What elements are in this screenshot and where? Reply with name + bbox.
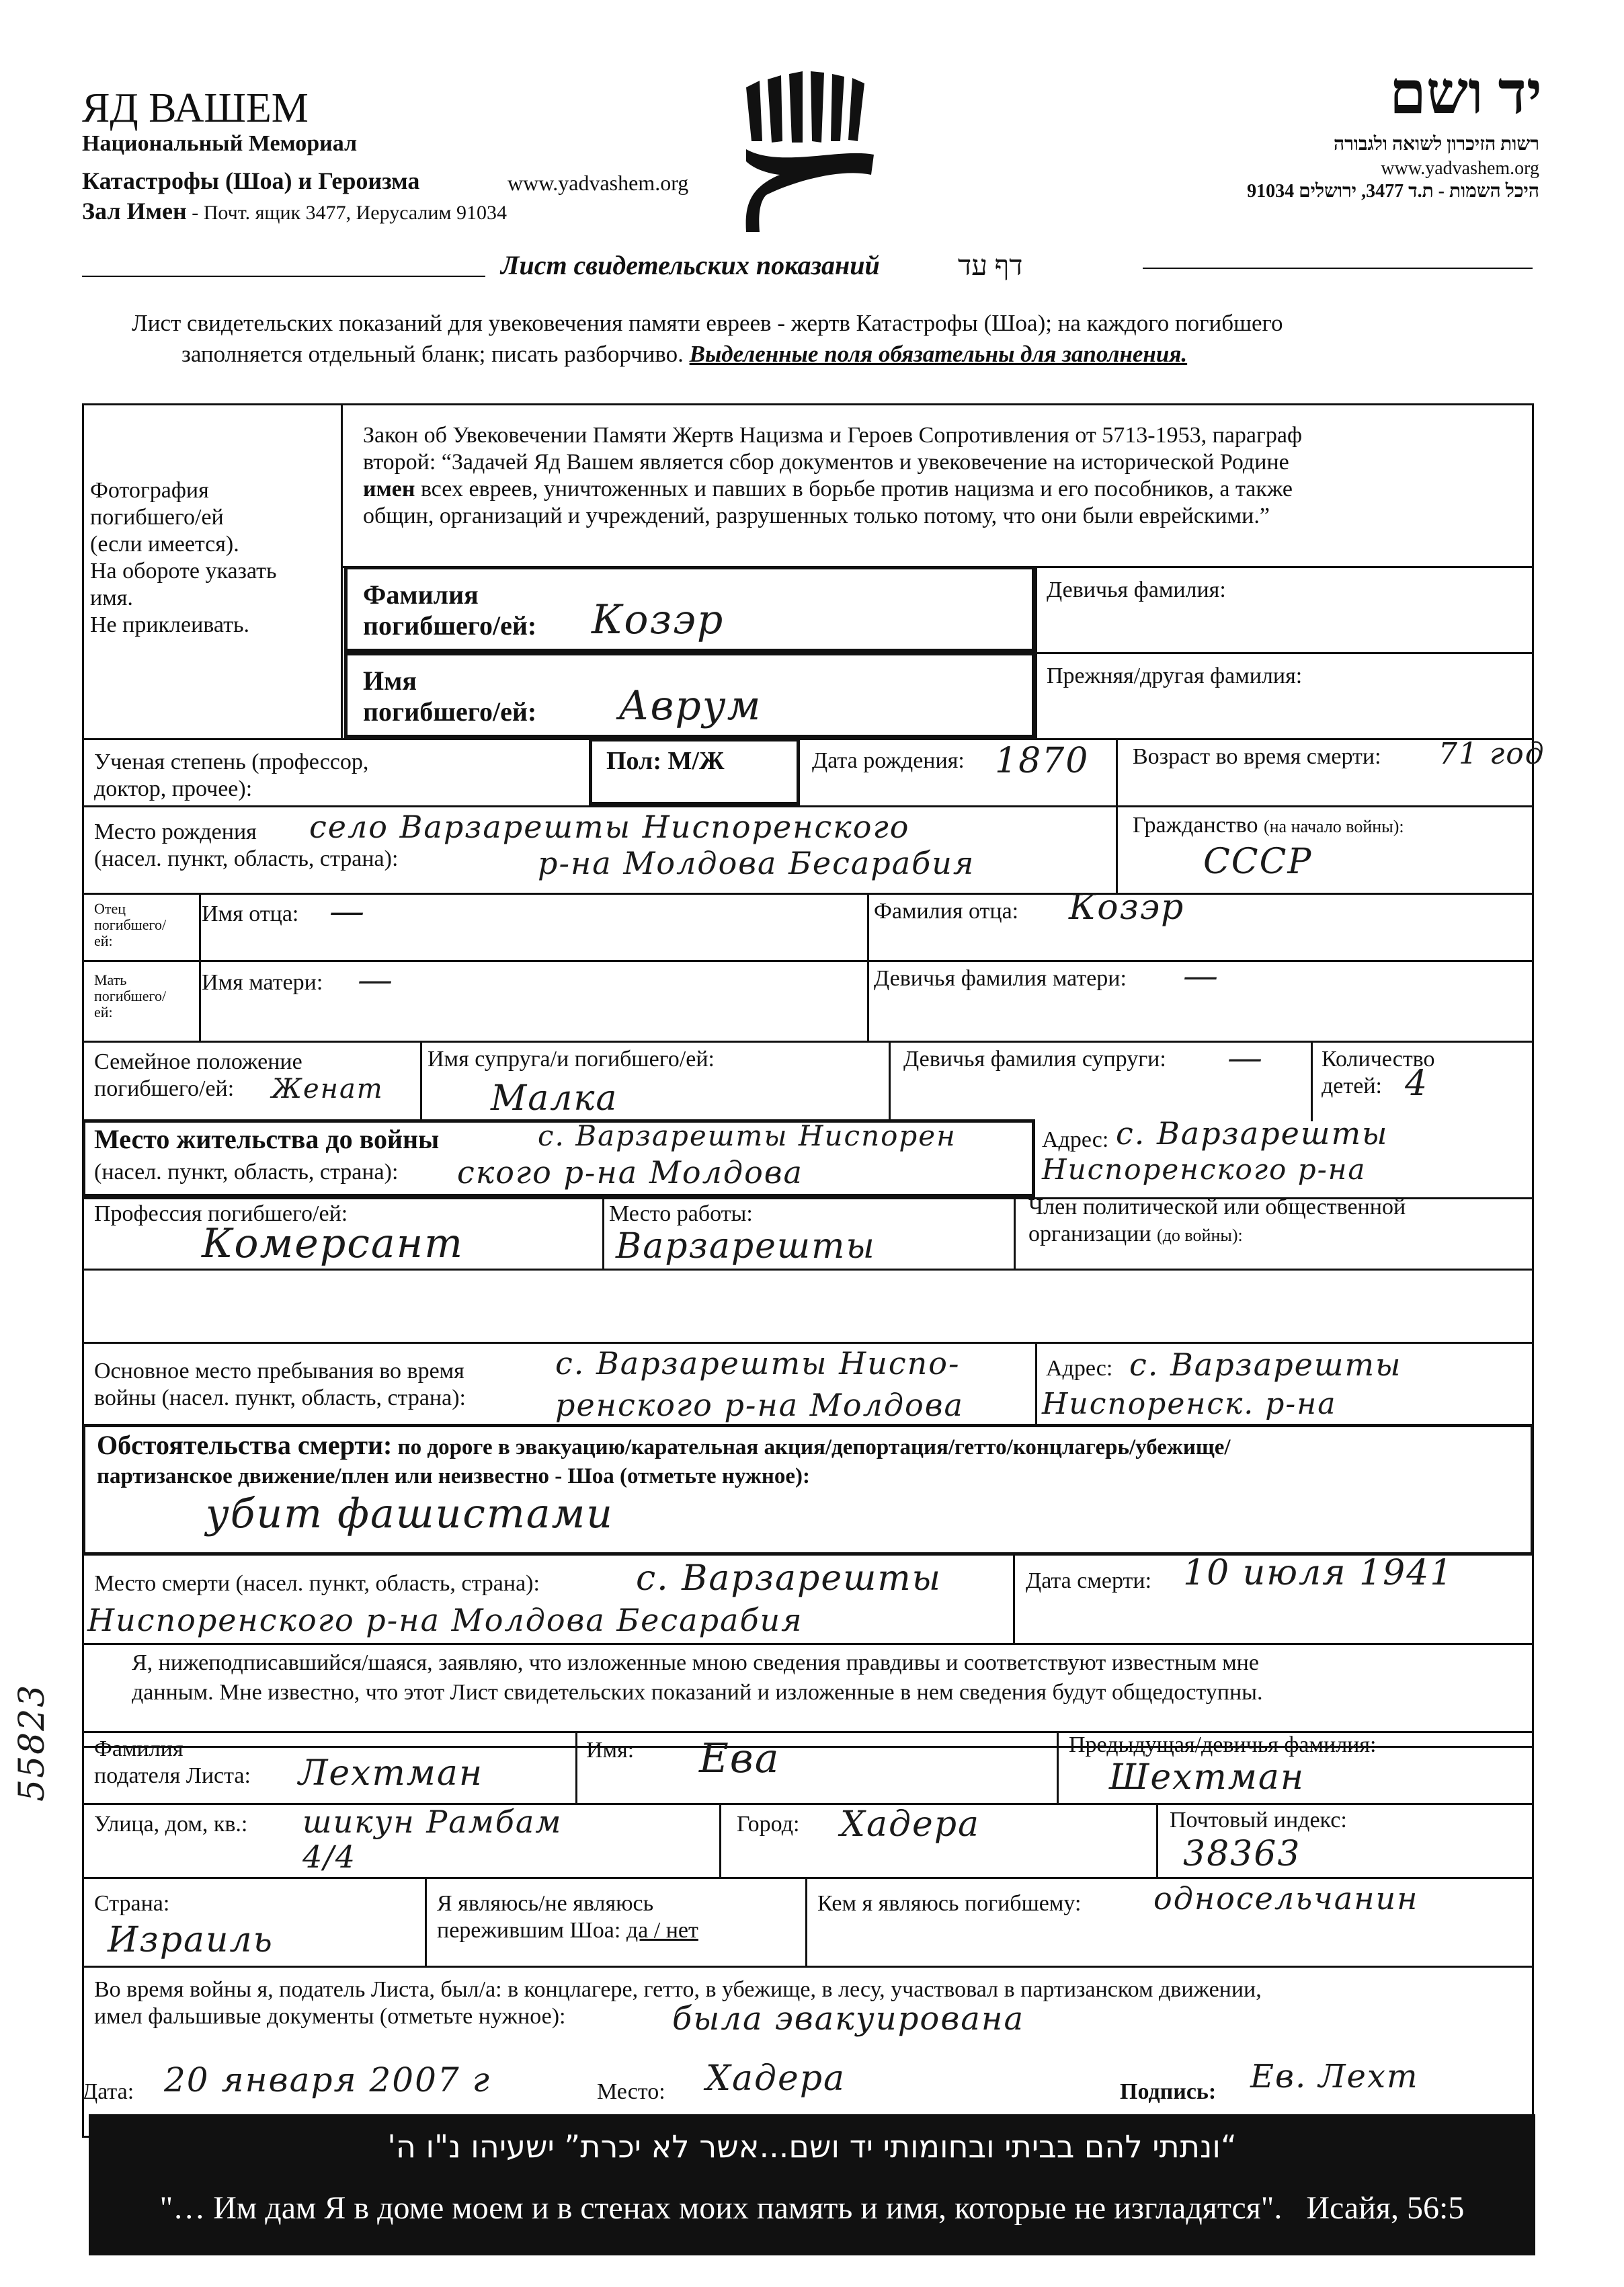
relation-label: Кем я являюсь погибшему:	[817, 1891, 1082, 1916]
submitter-prev-value: Шехтман	[1109, 1757, 1305, 1798]
website-he: www.yadvashem.org	[1381, 158, 1539, 179]
survivor-value[interactable]: да / нет	[626, 1918, 698, 1943]
citizenship-label	[1133, 812, 1404, 840]
survivor-label-line	[437, 1917, 698, 1944]
law-line: Закон об Увековечении Памяти Жертв Нацизма и Героев Сопротивления от 5713-1953, параграф	[363, 423, 1303, 448]
children-label-line: детей:	[1322, 1074, 1382, 1098]
relation-divider	[805, 1877, 807, 1966]
mother-side-line: Мать	[94, 971, 127, 988]
surname-right-divider	[1035, 566, 1037, 738]
law-line	[363, 476, 1519, 503]
banner-quote-he: “ונתתי להם בביתי ובחומותי יד ושם...אשר לא יכרת” ישעיהו נ"ו ה'	[387, 2128, 1237, 2165]
footer-place-label: Место:	[597, 2079, 665, 2104]
residence-address-line1: с. Варзарешты	[1116, 1115, 1389, 1152]
photo-note-line: (если имеется).	[90, 532, 239, 557]
age-value: 71 год	[1438, 737, 1545, 771]
row-rule-empty	[82, 1269, 1534, 1271]
photo-note-line: имя.	[90, 586, 133, 610]
street-label: Улица, дом, кв.:	[94, 1812, 248, 1837]
surname-label-line: Фамилия	[363, 579, 479, 610]
banner-quote-ru: "… Им дам Я в доме моем и в стенах моих память и имя, которые не изгладятся". Исайя, 56:5	[159, 2190, 1465, 2226]
row-rule-family	[82, 1041, 1534, 1043]
marital-label-line: Семейное положение	[94, 1049, 302, 1074]
death-circ-options1: по дороге в эвакуацию/карательная акция/депортация/гетто/концлагерь/убежище/	[392, 1435, 1231, 1459]
surname-label-line: погибшего/ей:	[363, 610, 537, 641]
degree-label	[94, 749, 368, 803]
mother-side-line: ей:	[94, 1004, 113, 1020]
zip-value: 38363	[1183, 1834, 1301, 1874]
city-value: Хадера	[840, 1804, 981, 1845]
photo-note-line: Фотография	[90, 478, 209, 503]
residence-label2: (насел. пункт, область, страна):	[94, 1160, 399, 1185]
mother-side-label	[94, 972, 166, 1020]
law-text	[363, 422, 1519, 530]
memorial-line2: Катастрофы (Шоа) и Героизма	[82, 167, 420, 194]
citizenship-divider	[1116, 805, 1118, 893]
submitter-surname-label-line: Фамилия	[94, 1736, 184, 1761]
survivor-divider	[425, 1877, 427, 1966]
website-ru: www.yadvashem.org	[508, 171, 689, 195]
org-label-line: Член политической или общественной	[1028, 1195, 1406, 1219]
submitter-wartime-value: была эвакуирована	[672, 2000, 1025, 2038]
father-side-line: погибшего/	[94, 916, 167, 933]
workplace-value: Варзарешты	[616, 1226, 876, 1267]
mother-name-label: Имя матери:	[202, 970, 323, 995]
degree-label-line: Ученая степень (профессор,	[94, 750, 369, 774]
workplace-label: Место работы:	[609, 1201, 753, 1226]
submitter-name-divider	[575, 1731, 577, 1803]
footer-place-value: Хадера	[706, 2058, 846, 2099]
surname-label	[363, 579, 536, 641]
submitter-prev-label: Предыдущая/девичья фамилия:	[1069, 1732, 1377, 1757]
children-label-line: Количество	[1322, 1047, 1435, 1072]
country-label: Страна:	[94, 1891, 170, 1916]
citizenship-value: СССР	[1203, 842, 1313, 882]
birthplace-label-line: Место рождения	[94, 819, 257, 844]
mother-maiden-label: Девичья фамилия матери:	[874, 966, 1127, 991]
row-rule-birthplace	[82, 805, 1534, 807]
zip-divider	[1156, 1803, 1158, 1877]
memorial-line1: Национальный Мемориал	[82, 131, 358, 156]
citizenship-label-text: Гражданство	[1133, 813, 1258, 838]
death-circumstances-text	[97, 1432, 1522, 1461]
photo-divider	[341, 403, 343, 739]
survivor-label-line: Я являюсь/не являюсь	[437, 1891, 654, 1916]
submitter-name-value: Ева	[699, 1735, 780, 1782]
birthplace-label-line: (насел. пункт, область, страна):	[94, 846, 399, 871]
wartime-address-line1: с. Варзарешты	[1129, 1347, 1402, 1383]
photo-note-line: Не приклеивать.	[90, 612, 249, 637]
name-label-line: Имя	[363, 666, 417, 696]
footer-date-label: Дата:	[82, 2079, 134, 2104]
city-divider	[719, 1803, 721, 1877]
marital-label-line: погибшего/ей:	[94, 1076, 235, 1101]
residence-value-line2: ского р-на Молдова	[457, 1154, 803, 1191]
declaration-line: Я, нижеподписавшийся/шаяся, заявляю, что изложенные мною сведения правдивы и соответствуют известным мне	[132, 1650, 1259, 1675]
submitter-wartime-line: Во время войны я, податель Листа, был/а: в концлагере, гетто, в убежище, в лесу, участвовал в партизанском движении,	[94, 1977, 1262, 2002]
mother-maiden-value: —	[1183, 956, 1219, 996]
photo-note-line: погибшего/ей	[90, 505, 224, 530]
former-name-label: Прежняя/другая фамилия:	[1047, 664, 1303, 688]
children-divider	[1311, 1041, 1313, 1121]
father-side-line: Отец	[94, 900, 126, 917]
death-date-label: Дата смерти:	[1026, 1568, 1152, 1593]
submitter-surname-label	[94, 1736, 251, 1790]
signature-value: Ев. Лехт	[1250, 2058, 1419, 2095]
org-label-small: (до войны):	[1157, 1226, 1243, 1245]
law-names: имен	[363, 477, 415, 501]
death-circ-options2: партизанское движение/плен или неизвестно - Шоа (отметьте нужное):	[97, 1464, 810, 1488]
row-rule-wartime	[82, 1342, 1534, 1344]
gender-label: Пол: М/Ж	[606, 747, 725, 775]
org-name-ru: ЯД ВАШЕМ	[82, 85, 309, 131]
name-label-line: погибшего/ей:	[363, 696, 537, 727]
father-side-line: ей:	[94, 932, 113, 949]
zip-label: Почтовый индекс:	[1170, 1808, 1347, 1833]
father-side-divider	[199, 893, 201, 1041]
maiden-name-label: Девичья фамилия:	[1047, 577, 1226, 602]
spouse-divider-mid	[889, 1041, 891, 1121]
profession-label: Профессия погибшего/ей:	[94, 1201, 348, 1226]
declaration-text	[132, 1648, 1530, 1708]
declaration-line: данным. Мне известно, что этот Лист свидетельских показаний и изложенные в нем сведения будут общедоступны.	[132, 1680, 1263, 1705]
degree-label-line: доктор, прочее):	[94, 776, 253, 801]
intro-line2-text: заполняется отдельный бланк; писать разборчиво.	[181, 341, 684, 367]
wartime-label	[94, 1358, 466, 1412]
row-rule-degree	[82, 738, 1534, 740]
he-line3: היכל השמות - ת.ד 3477, ירושלים 91034	[1247, 181, 1539, 202]
intro-line2	[181, 340, 1187, 368]
form-title-he: דף עד	[958, 251, 1023, 282]
hall-address-text: - Почт. ящик 3477, Иерусалим 91034	[186, 202, 507, 224]
org-label-text: организации	[1028, 1221, 1151, 1246]
footer-date-value: 20 января 2007 г	[164, 2060, 491, 2099]
form-title: Лист свидетельских показаний	[501, 250, 880, 280]
citizenship-label-small: (на начало войны):	[1263, 817, 1404, 836]
residence-address-label: Адрес:	[1042, 1127, 1109, 1152]
death-place-label: Место смерти (насел. пункт, область, страна):	[94, 1571, 540, 1596]
death-circ-value: убит фашистами	[206, 1490, 614, 1537]
spouse-maiden-label: Девичья фамилия супруги:	[903, 1047, 1166, 1072]
death-place-value-line1: с. Варзарешты	[636, 1558, 942, 1599]
org-name-he: יד ושם	[1389, 61, 1542, 126]
surname-value: Козэр	[592, 596, 725, 643]
mother-side-line: погибшего/	[94, 988, 167, 1004]
org-label	[1028, 1194, 1406, 1249]
survivor-label	[437, 1890, 698, 1944]
country-value: Израиль	[108, 1920, 274, 1960]
father-name-value: —	[329, 891, 366, 932]
residence-value-line1: с. Варзарешты Ниспорен	[538, 1119, 957, 1152]
law-line: второй: “Задачей Яд Вашем является сбор документов и увековечение на исторической Родине	[363, 450, 1289, 475]
intro-emphasis: Выделенные поля обязательны для заполнения.	[689, 341, 1188, 367]
name-label	[363, 666, 536, 727]
photo-note	[90, 477, 339, 639]
submitter-side-number: 55823	[12, 1683, 52, 1802]
row-rule-mother	[82, 960, 1534, 962]
father-name-label: Имя отца:	[202, 901, 299, 926]
law-line3-rest: всех евреев, уничтоженных и павших в борьбе против нацизма и его пособников, а также	[415, 477, 1293, 501]
quote-banner	[89, 2114, 1535, 2255]
dob-divider	[1116, 738, 1118, 805]
row-rule-country	[82, 1877, 1534, 1879]
wartime-address-label: Адрес:	[1046, 1356, 1113, 1381]
submitter-name-label: Имя:	[586, 1738, 635, 1763]
law-line: общин, организаций и учреждений, разрушенных только потому, что они были еврейскими.”	[363, 504, 1270, 528]
death-date-value: 10 июля 1941	[1183, 1553, 1454, 1593]
name-row-rule	[1035, 652, 1534, 654]
death-place-value-line2: Ниспоренского р-на Молдова Бесарабия	[87, 1602, 803, 1638]
residence-address-line2: Ниспоренского р-на	[1042, 1153, 1367, 1186]
age-label: Возраст во время смерти:	[1133, 744, 1381, 769]
hall-address	[82, 198, 507, 227]
residence-label: Место жительства до войны	[94, 1124, 440, 1154]
city-label: Город:	[737, 1812, 800, 1837]
dob-label: Дата рождения:	[812, 748, 965, 773]
submitter-surname-label-line: подателя Листа:	[94, 1763, 251, 1788]
father-divider	[867, 893, 869, 1041]
he-line1: רשות הזיכרון לשואה ולגבורה	[1333, 134, 1539, 155]
submitter-surname-value: Лехтман	[298, 1753, 484, 1794]
wartime-divider	[1035, 1342, 1037, 1424]
yad-vashem-logo	[739, 67, 887, 235]
submitter-wartime-line: имел фальшивые документы (отметьте нужное):	[94, 2004, 566, 2029]
workplace-divider	[602, 1197, 604, 1269]
spouse-name-label: Имя супруга/и погибшего/ей:	[428, 1047, 715, 1072]
birthplace-value-line1: село Варзарешты Ниспоренского	[309, 809, 910, 845]
marital-value: Женат	[272, 1074, 384, 1105]
death-circ-label: Обстоятельства смерти:	[97, 1430, 393, 1460]
street-value-line2: 4/4	[302, 1839, 357, 1875]
profession-value: Комерсант	[202, 1220, 464, 1267]
signature-label: Подпись:	[1120, 2079, 1217, 2104]
row-rule-declaration	[82, 1643, 1534, 1645]
spouse-maiden-value: —	[1227, 1038, 1264, 1078]
row-rule-street	[82, 1803, 1534, 1805]
wartime-value-line2: ренского р-на Молдова	[555, 1387, 964, 1423]
wartime-address-line2: Ниспоренск. р-на	[1042, 1387, 1337, 1421]
org-divider	[1014, 1197, 1016, 1269]
intro-line1: Лист свидетельских показаний для увековечения памяти евреев - жертв Катастрофы (Шоа); на каждого погибшего	[132, 310, 1283, 336]
wartime-value-line1: с. Варзарешты Ниспо-	[555, 1345, 961, 1381]
dob-value: 1870	[995, 741, 1090, 781]
org-label-line	[1028, 1221, 1406, 1249]
father-side-label	[94, 901, 166, 949]
spouse-divider-left	[420, 1041, 422, 1121]
death-date-divider	[1013, 1556, 1015, 1643]
submitter-prev-divider	[1057, 1731, 1059, 1803]
title-rule-right	[1143, 268, 1533, 269]
wartime-label-line: Основное место пребывания во время	[94, 1359, 464, 1383]
survivor-label-text: пережившим Шоа:	[437, 1918, 621, 1943]
street-value-line1: шикун Рамбам	[302, 1804, 563, 1840]
father-surname-value: Козэр	[1069, 887, 1185, 928]
photo-note-line: На обороте указать	[90, 559, 277, 584]
row-rule-father	[82, 893, 1534, 895]
relation-value: односельчанин	[1153, 1880, 1419, 1917]
hall-label: Зал Имен	[82, 198, 187, 225]
children-value: 4	[1405, 1064, 1429, 1104]
father-surname-label: Фамилия отца:	[874, 899, 1019, 924]
birthplace-value-line2: р-на Молдова Бесарабия	[538, 845, 975, 881]
mother-name-value: —	[358, 960, 394, 1000]
spouse-name-value: Малка	[491, 1078, 618, 1119]
wartime-label-line: войны (насел. пункт, область, страна):	[94, 1386, 466, 1410]
row-rule-wartime-submitter	[82, 1966, 1534, 1968]
name-value: Аврум	[618, 682, 762, 729]
title-rule-left	[82, 276, 485, 277]
